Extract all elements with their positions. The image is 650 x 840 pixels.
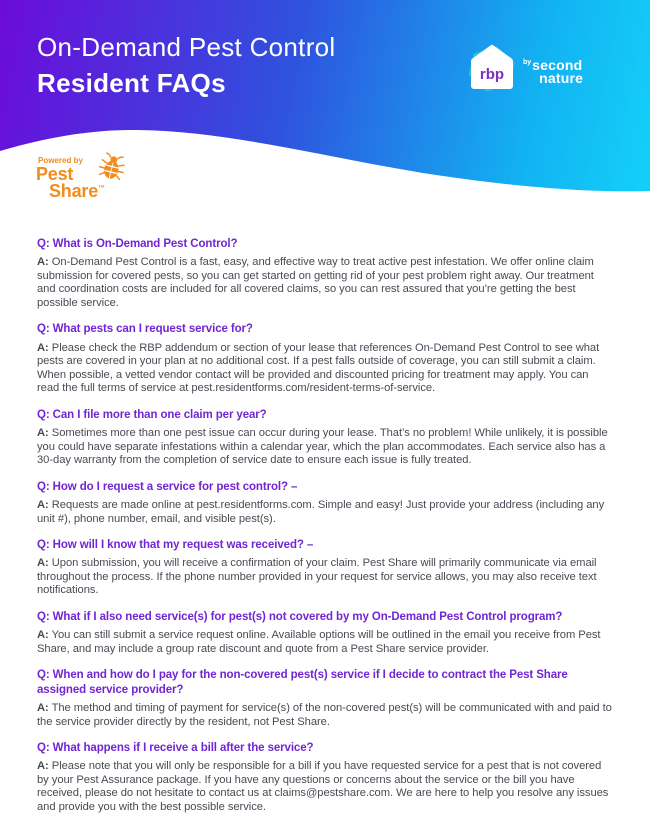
second-nature-line2: nature	[539, 70, 584, 86]
faq-question: Q: Can I file more than one claim per year?	[37, 408, 267, 421]
faq-answer	[37, 256, 613, 310]
faq-question: Q: How do I request a service for pest control? –	[37, 480, 298, 493]
page-subtitle: Resident FAQs	[37, 67, 226, 98]
faq-answer	[37, 499, 613, 526]
faq-question: Q: How will I know that my request was received? –	[37, 539, 314, 551]
faq-item	[37, 322, 613, 395]
rbp-logo	[468, 42, 516, 94]
answer-prefix: A:	[37, 702, 49, 714]
answer-prefix: A:	[37, 557, 49, 570]
faq-question: Q: What if I also need service(s) for pest(s) not covered by my On-Demand Pest Control program?	[37, 610, 563, 623]
faq-answer	[37, 760, 613, 814]
faq-question: Q: When and how do I pay for the non-covered pest(s) service if I decide to contract the Pest Share assigned service provider?	[37, 669, 568, 696]
answer-prefix: A:	[37, 341, 49, 354]
pest-share-word1: Pest	[36, 164, 74, 184]
faq-answer	[37, 557, 613, 598]
pest-share-logo	[36, 156, 146, 200]
page-title: On-Demand Pest Control	[37, 32, 336, 62]
faq-list	[0, 200, 650, 834]
faq-item	[37, 741, 613, 814]
faq-item	[37, 668, 613, 729]
trademark-symbol: ™	[98, 185, 105, 193]
answer-text: On-Demand Pest Control is a fast, easy, and effective way to treat active pest infestation. We offer online claim submission for covered pests, so you can get started on getting rid of your pest problem right away. Our treatment and coordination costs are included for all covered claims, so you can rest assured that you’re getting the best possible service.	[37, 256, 594, 309]
answer-prefix: A:	[37, 629, 49, 642]
answer-prefix: A:	[37, 256, 49, 269]
second-nature-line1: second	[532, 57, 583, 73]
answer-text: You can still submit a service request online. Available options will be outlined in the email you receive from Pest Share, and may include a group rate discount and quote from a Pest Share service provider.	[37, 629, 601, 655]
beetle-icon	[98, 152, 126, 182]
header-titles	[37, 33, 336, 97]
faq-item	[37, 480, 613, 526]
faq-answer	[37, 342, 613, 396]
answer-text: Requests are made online at pest.residentforms.com. Simple and easy! Just provide your address (including any unit #), phone number, email, and visible pest(s).	[37, 499, 605, 525]
powered-by-label: Powered by	[38, 156, 83, 165]
faq-question: Q: What pests can I request service for?	[37, 323, 253, 336]
brand-logos	[468, 42, 583, 94]
answer-prefix: A:	[37, 427, 49, 440]
pest-share-word2: Share™	[49, 181, 105, 202]
faq-item	[37, 408, 613, 468]
answer-text: Please check the RBP addendum or section of your lease that references On-Demand Pest Control to see what pests are covered in your plan at no additional cost. If a pest falls outside of coverage, you can still submit a claim. When possible, a vetted vendor contact will be provided and discounted pricing for treatment may apply. You can read the full terms of service at pest.residentforms.com/resident-terms-of-service.	[37, 341, 600, 395]
faq-answer	[37, 702, 613, 729]
faq-item	[37, 610, 613, 656]
answer-prefix: A:	[37, 760, 49, 773]
rbp-house-icon	[468, 42, 516, 94]
answer-text: The method and timing of payment for service(s) of the non-covered pest(s) will be communicated with and paid to the service provider directly by the resident, not Pest Share.	[37, 702, 612, 728]
answer-prefix: A:	[37, 499, 49, 511]
rbp-logo-text: rbp	[479, 66, 505, 83]
faq-answer	[37, 629, 613, 656]
answer-text: Please note that you will only be responsible for a bill if you have requested service for a pest that is not covered by your Pest Assurance package. If you have any questions or concerns about the service or the bill you have received, please do not hesitate to contact us at claims@pestshare.com. We are here to help you resolve any issues and provide you with the best possible service.	[37, 760, 609, 813]
answer-text: Upon submission, you will receive a confirmation of your claim. Pest Share will primarily communicate via email throughout the process. If the phone number provided in your request for service allows, you may also receive text notifications.	[37, 557, 597, 597]
faq-question: Q: What is On-Demand Pest Control?	[37, 238, 238, 250]
faq-item	[37, 237, 613, 310]
answer-text: Sometimes more than one pest issue can occur during your lease. That’s no problem! While unlikely, it is possible you could have separate infestations within a calendar year, which the plan accommodates. Each service also has a 30-day warranty from the completion of service date to ensure each issue is fully treated.	[37, 427, 608, 467]
faq-question: Q: What happens if I receive a bill after the service?	[37, 742, 314, 754]
faq-answer	[37, 427, 613, 468]
second-nature-by: by	[523, 59, 532, 66]
faq-item	[37, 538, 613, 598]
second-nature-logo	[523, 58, 583, 85]
